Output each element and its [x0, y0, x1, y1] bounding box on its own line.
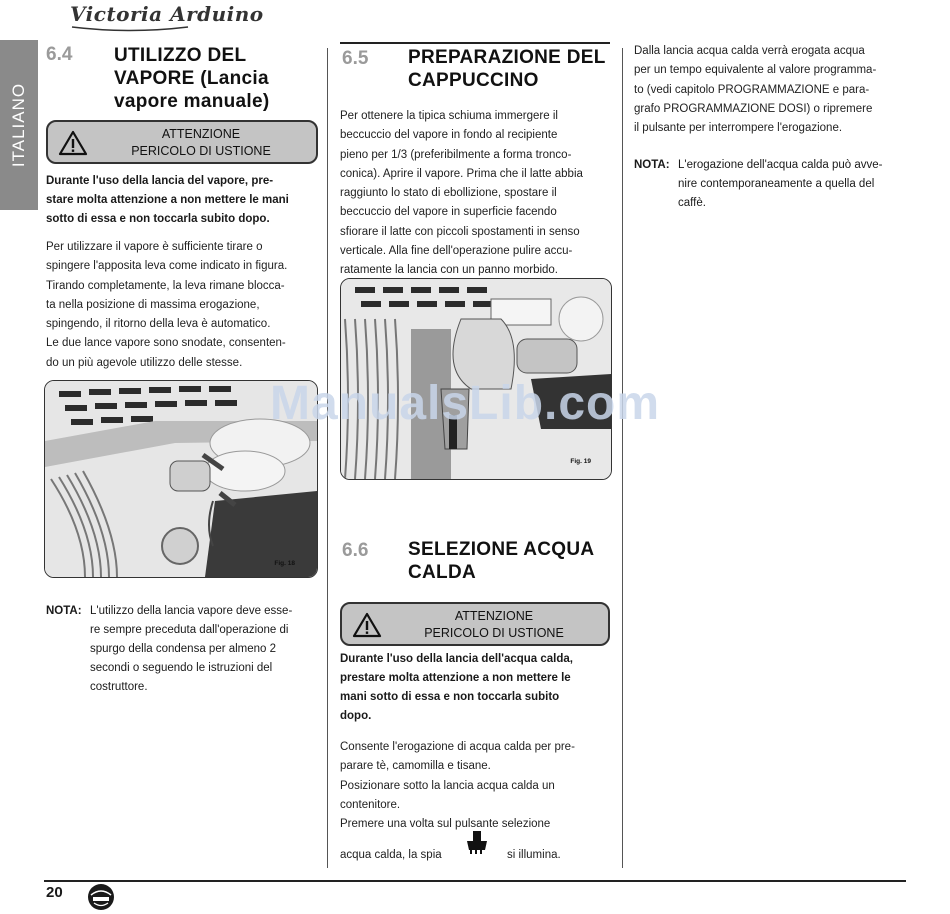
warning-triangle-icon: [352, 612, 382, 638]
body-text-column-3: Dalla lancia acqua calda verrà erogata acqua per un tempo equivalente al valore programma- to (vedi capitolo PROGRAMMAZIONE e para- grafo PROGRAMMAZIONE DOSI) o ripremere il pulsante per interrompere l'erogazione.: [634, 45, 877, 135]
column-divider-2: [622, 48, 623, 868]
section-title-6-4: UTILIZZO DEL VAPORE (Lancia vapore manuale): [114, 45, 270, 112]
note-label: NOTA:: [46, 605, 82, 617]
warning-box-6-6: [340, 602, 610, 646]
page-number: 20: [46, 884, 63, 901]
note-6-6: [634, 156, 906, 216]
brand-logo-text: Victoria Arduino: [70, 2, 264, 26]
note-text-6-6: L'erogazione dell'acqua calda può avve- nire contemporaneamente a quella del caffè.: [678, 159, 883, 209]
footer-rule: [44, 880, 906, 882]
body-text-6-5: Per ottenere la tipica schiuma immergere il beccuccio del vapore in fondo al recipiente pieno per 1/3 (preferibilmente a forma tronco- conica). Aprire il vapore. Prima che il latte abbia raggiunto lo stato di ebollizione, spostare il beccuccio del vapore in superficie facendo sfiorare il latte con piccoli spostamenti in senso verticale. Alla fine dell'operazione pulire accu- ratamente la lancia con un panno morbido.: [340, 110, 583, 277]
section-number-6-4: 6.4: [46, 44, 73, 65]
section-title-6-5: PREPARAZIONE DEL CAPPUCCINO: [408, 47, 606, 91]
section-title-6-6: SELEZIONE ACQUA CALDA: [408, 539, 595, 583]
warning-box-6-4: [46, 120, 318, 164]
language-side-tab: [0, 40, 38, 210]
figure-18-label: Fig. 18: [274, 560, 295, 567]
section-rule-6-5: [340, 42, 610, 44]
warning-text-6-6: ATTENZIONE PERICOLO DI USTIONE: [424, 609, 564, 640]
column-divider-1: [327, 48, 328, 868]
note-text-6-4: L'utilizzo della lancia vapore deve esse- re sempre preceduta dall'operazione di spurgo della condensa per almeno 2 secondi o seguendo le istruzioni del costruttore.: [90, 605, 293, 693]
figure-19-label: Fig. 19: [570, 458, 591, 465]
section-number-6-6: 6.6: [342, 540, 369, 561]
body-text-6-4: Per utilizzare il vapore è sufficiente tirare o spingere l'apposita leva come indicato in figura. Tirando completamente, la leva rimane blocca- ta nella posizione di massima erogazione, spingendo, il ritorno della leva è automatico. Le due lance vapore sono snodate, consenten- do un più agevole utilizzo delle stesse.: [46, 241, 288, 369]
section-number-6-5: 6.5: [342, 48, 369, 69]
safety-notice-6-6: Durante l'uso della lancia dell'acqua calda, prestare molta attenzione a non mettere le mani sotto di essa e non toccarla subito dopo.: [340, 653, 573, 722]
brand-swoosh-icon: [70, 24, 190, 34]
body-text-6-6: Consente l'erogazione di acqua calda per pre- parare tè, camomilla e tisane. Posizionare sotto la lancia acqua calda un contenitore. Premere una volta sul pulsante selezione: [340, 741, 575, 831]
indicator-line-6-6: acqua calda, la spia si illumina.: [340, 846, 610, 870]
note-6-4: [46, 602, 316, 702]
watermark: ManualsLib.com: [270, 377, 661, 430]
warning-text-6-4: ATTENZIONE PERICOLO DI USTIONE: [131, 127, 271, 158]
note-label: NOTA:: [634, 159, 670, 171]
warning-triangle-icon: [58, 130, 88, 156]
hot-water-indicator-icon: [464, 830, 490, 854]
brand-badge-icon: [86, 883, 116, 911]
language-side-tab-label: ITALIANO: [9, 82, 28, 168]
safety-notice-6-4: Durante l'uso della lancia del vapore, pre- stare molta attenzione a non mettere le mani sotto di essa e non toccarla subito dopo.: [46, 175, 289, 225]
